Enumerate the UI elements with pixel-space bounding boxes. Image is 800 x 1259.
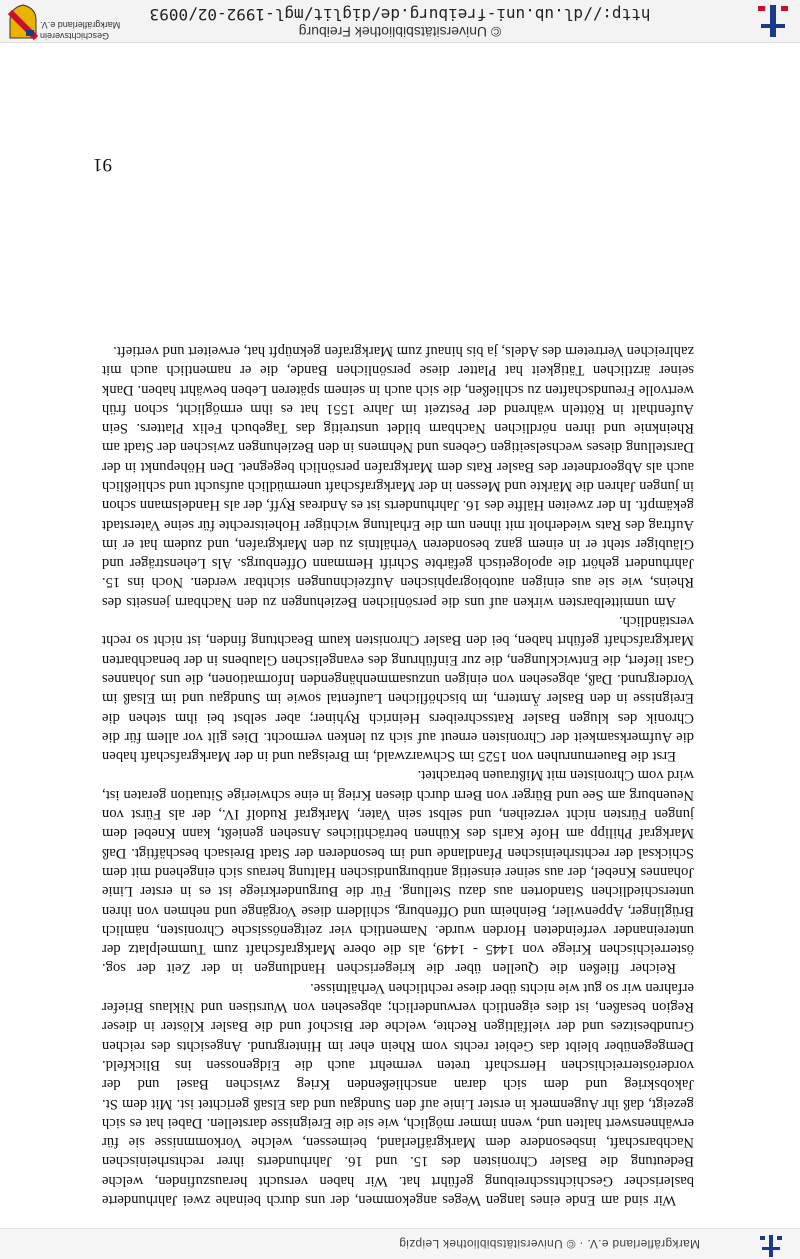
society-name	[40, 19, 160, 41]
footer-copyright: © Universitätsbibliothek Freiburg	[298, 24, 502, 40]
paragraph: Wir sind am Ende eines langen Weges angekommen, der uns durch beinahe zwei Jahrhunderte baslerischer Geschichtsschreibung geführt hat. Wir haben versucht herauszufinden, welche Bedeutung die Basler Chronisten des 15. und 16. Jahrhunderts ihrer rechtsrheinischen Nachbarschaft, insbesondere dem Markgräflerland, beimessen, welche Vorkommnisse sie für erwähnenswert halten und, wenn immer möglich, wie sie die Ereignisse darstellen. Dabei hat es sich gezeigt, daß ihr Augenmerk in erster Linie auf den Sundgau und das Elsaß gerichtet ist. Mit dem St. Jakobskrieg und dem sich daran anschließenden Krieg zwischen Basel und der vorderösterreichischen Herrschaft treten vermehrt auch die Eidgenossen ins Blickfeld. Demgegenüber bleibt das Gebiet rechts vom Rhein eher im Hintergrund. Angesichts des reichen Grundbesitzes und der vielfältigen Rechte, welche der Bischof und die Basler Klöster in dieser Region besaßen, ist dies eigentlich verwunderlich; abgesehen von Wurstisen und Niklaus Briefer erfahren wir so gut wie nichts über diese rechtlichen Verhältnisse.	[102, 979, 694, 1208]
crest-icon	[8, 4, 38, 40]
body-text	[102, 341, 694, 1209]
header-text: Markgräflerland e.V. · © Universitätsbibliothek Leipzig	[398, 1237, 700, 1251]
paragraph: Reicher fließen die Quellen über die kriegerischen Handlungen in der Zeit der sog. österreichischen Kriege von 1445 - 1449, als die obere Markgrafschaft zum Tummelplatz der untereinander verfeindeten Horden wurde. Namentlich vier zeitgenössische Chronisten, nämlich Brüglinger, Appenwiler, Beinheim und Offenburg, schildern diese Vorgänge und nehmen von ihren unterschiedlichen Standorten aus dazu Stellung. Für die Burgunderkriege ist es in erster Linie Johannes Knebel, der aus seiner einseitig antiburgundischen Haltung heraus sich eingehend mit dem Schicksal der rechtsrheinischen Pfandlande und im besonderen der Stadt Breisach beschäftigt. Daß Markgraf Philipp am Hofe Karls des Kühnen beträchtliches Ansehen genießt, kann Knebel dem jungen Fürsten nicht verzeihen, und selbst sein Vater, Markgraf Rudolf IV., der als Fürst von Neuenburg am See und Bürger von Bern durch diesen Krieg in eine schwierige Situation geraten ist, wird vom Chronisten mit Mißtrauen betrachtet.	[102, 767, 694, 977]
page-number: 91	[93, 154, 112, 175]
university-logo-icon	[758, 5, 788, 37]
footer-url-link[interactable]: http://dl.ub.uni-freiburg.de/diglit/mgl-1992-02/0093	[149, 5, 651, 24]
paragraph: Am unmittelbarsten wirken auf uns die persönlichen Beziehungen zu den Nachbarn jenseits des Rheins, wie sie aus einigen autobiographischen Aufzeichnungen sichtbar werden. Noch ins 15. Jahrhundert gehört die apologetisch gefärbte Schrift Hemmann Offenburgs. Als Lehensträger und Gläubiger steht er in einem ganz besonderen Verhältnis zu den Markgrafen, und zudem hat er im Auftrag des Rats wiederholt mit ihnen um die Erhaltung wichtiger Hoheitsrechte für seine Vaterstadt gekämpft. In der zweiten Hälfte des 16. Jahrhunderts ist es Andreas Ryff, der als Handelsmann schon in jungen Jahren die Märkte und Messen in der Markgrafschaft unermüdlich aufsucht und schließlich auch als Abgeordneter des Basler Rats dem Markgrafen persönlich begegnet. Den Höhepunkt in der Darstellung dieses wechselseitigen Gebens und Nehmens in den Beziehungen zwischen der Stadt am Rheinknie und ihren nördlichen Nachbarn bildet unstreitig das Tagebuch Felix Platters. Sein Aufenthalt in Rötteln während der Pestzeit im Jahre 1551 hat es ihm ermöglicht, schon früh wertvolle Freundschaften zu schließen, die sich auch in seinem späteren Leben bewährt haben. Dank seiner ärztlichen Tätigkeit hat Platter diese persönlichen Bande, die er namentlich auch mit zahlreichen Vertretern des Adels, ja bis hinauf zum Markgrafen geknüpft hat, erweitert und vertieft.	[102, 342, 694, 610]
paragraph: Erst die Bauernunruhen von 1525 im Schwarzwald, im Breisgau und in der Markgrafschaft haben die Aufmerksamkeit der Chronisten erneut auf sich zu lenken vermocht. Dies gilt vor allem für die Chronik des klugen Basler Ratsschreibers Heinrich Ryhiner; aber selbst bei ihm stehen die Ereignisse in den Basler Ämtern, im bischöflichen Laufental sowie im Sundgau und im Elsaß im Vordergrund. Daß, abgesehen von einigen unzusammenhängenden Informationen, die uns Johannes Gast liefert, die Entwicklungen, die zur Einführung des evangelischen Glaubens in der benachbarten Markgrafschaft geführt haben, bei den Basler Chronisten kaum Beachtung finden, ist nicht so recht verständlich.	[102, 613, 694, 765]
society-line-2: Markgräflerland e.V.	[40, 20, 121, 30]
library-logo-icon	[760, 1235, 782, 1257]
society-line-1: Geschichtsverein	[40, 31, 110, 41]
header-bar	[0, 1228, 800, 1259]
